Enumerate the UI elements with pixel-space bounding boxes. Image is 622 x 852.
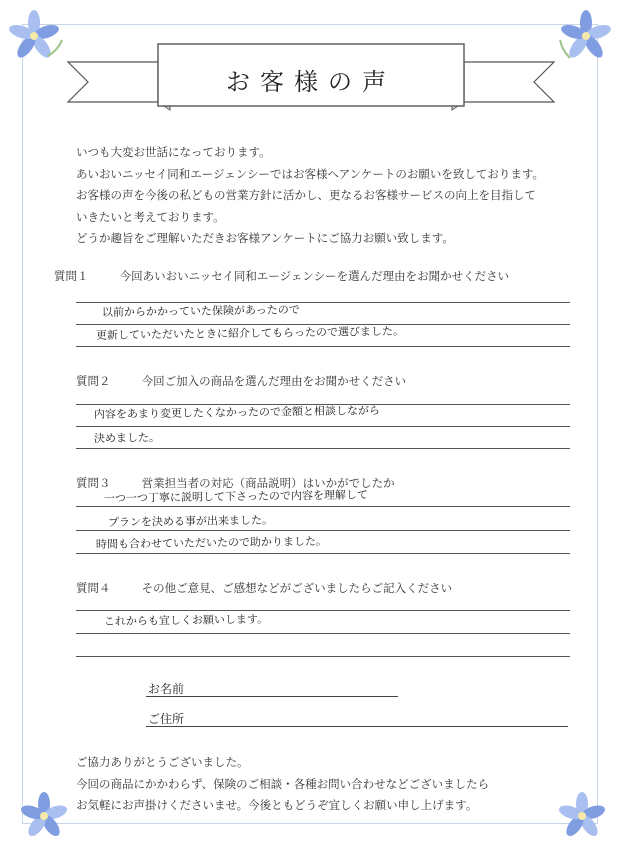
question-2 [76,373,406,389]
closing-line: お気軽にお声掛けくださいませ。今後ともどうぞ宜しくお願い申し上げます。 [76,798,478,812]
answer-3-line-3[interactable]: 時間も合わせていただいたので助かりました。 [95,534,328,551]
answer-3-line-1[interactable]: 一つ一つ丁寧に説明して下さったので内容を理解して [103,488,369,505]
question-1 [54,268,509,284]
question-number: 質問４ [76,581,111,595]
answer-line [76,448,570,449]
question-number: 質問３ [76,476,111,490]
address-field[interactable] [146,726,568,727]
flower-icon-top-left [4,6,64,66]
answer-line [76,346,570,347]
question-text: 営業担当者の対応（商品説明）はいかがでしたか [141,476,395,490]
answer-line [76,656,570,657]
flower-icon-top-right [556,6,616,66]
intro-text [76,142,544,250]
intro-line: いつも大変お世話になっております。 [76,145,271,159]
question-text: 今回あいおいニッセイ同和エージェンシーを選んだ理由をお聞かせください [119,269,510,283]
question-text: 今回ご加入の商品を選んだ理由をお聞かせください [141,374,407,388]
question-text: その他ご意見、ご感想などがございましたらご記入ください [141,581,453,595]
answer-line [76,506,570,507]
answer-line [76,553,570,554]
answer-2-line-1[interactable]: 内容をあまり変更したくなかったので金額と相談しながら [93,404,381,421]
answer-1-line-2[interactable]: 更新していただいたときに紹介してもらったので選びました。 [95,324,405,342]
intro-line: どうか趣旨をご理解いただきお客様アンケートにご協力お願い致します。 [76,231,454,245]
intro-line: お客様の声を今後の私どもの営業方針に活かし、更なるお客様サービスの向上を目指して [76,188,536,202]
question-4 [76,580,452,596]
name-label: お名前 [148,682,185,696]
flower-icon-bottom-left [14,786,74,846]
question-number: 質問１ [54,269,89,283]
answer-1-line-1[interactable]: 以前からかかっていた保険があったので [101,303,300,319]
flower-icon-bottom-right [552,786,612,846]
address-label: ご住所 [148,712,185,726]
answer-line [76,633,570,634]
name-field[interactable] [146,696,398,697]
answer-line [76,426,570,427]
answer-line [76,530,570,531]
closing-line: ご協力ありがとうございました。 [76,755,249,769]
answer-4-line-1[interactable]: これからも宜しくお願いします。 [103,612,269,628]
answer-2-line-2[interactable]: 決めました。 [93,431,161,445]
closing-text [76,752,489,817]
intro-line: あいおいニッセイ同和エージェンシーではお客様へアンケートのお願いを致しております。 [76,166,544,181]
answer-3-line-2[interactable]: プランを決める事が出来ました。 [107,513,274,529]
answer-line [76,610,570,611]
question-number: 質問２ [76,374,111,388]
closing-line: 今回の商品にかかわらず、保険のご相談・各種お問い合わせなどございましたら [76,776,490,791]
intro-line: いきたいと考えております。 [76,209,225,224]
page-title: お客様の声 [226,68,396,96]
